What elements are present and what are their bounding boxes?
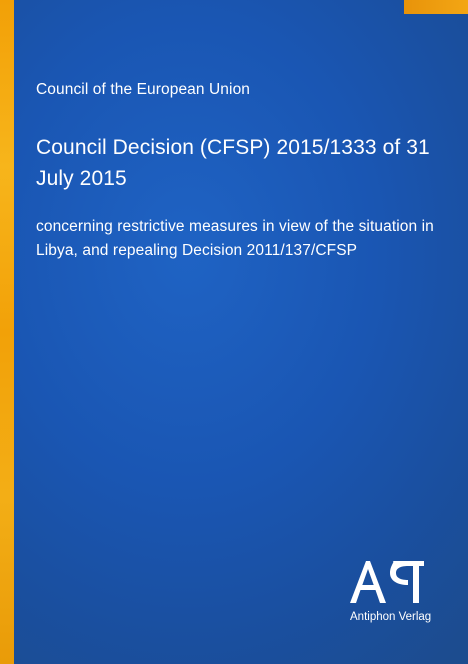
left-accent-bar	[0, 0, 14, 664]
top-right-accent-bar	[404, 0, 468, 14]
book-subtitle: concerning restrictive measures in view of the situation in Libya, and repealing Decision 2011/137/CFSP	[36, 218, 434, 259]
book-title: Council Decision (CFSP) 2015/1333 of 31 July 2015	[36, 136, 430, 190]
publisher-name: Antiphon Verlag	[350, 611, 432, 623]
author-name: Council of the European Union	[36, 81, 251, 98]
